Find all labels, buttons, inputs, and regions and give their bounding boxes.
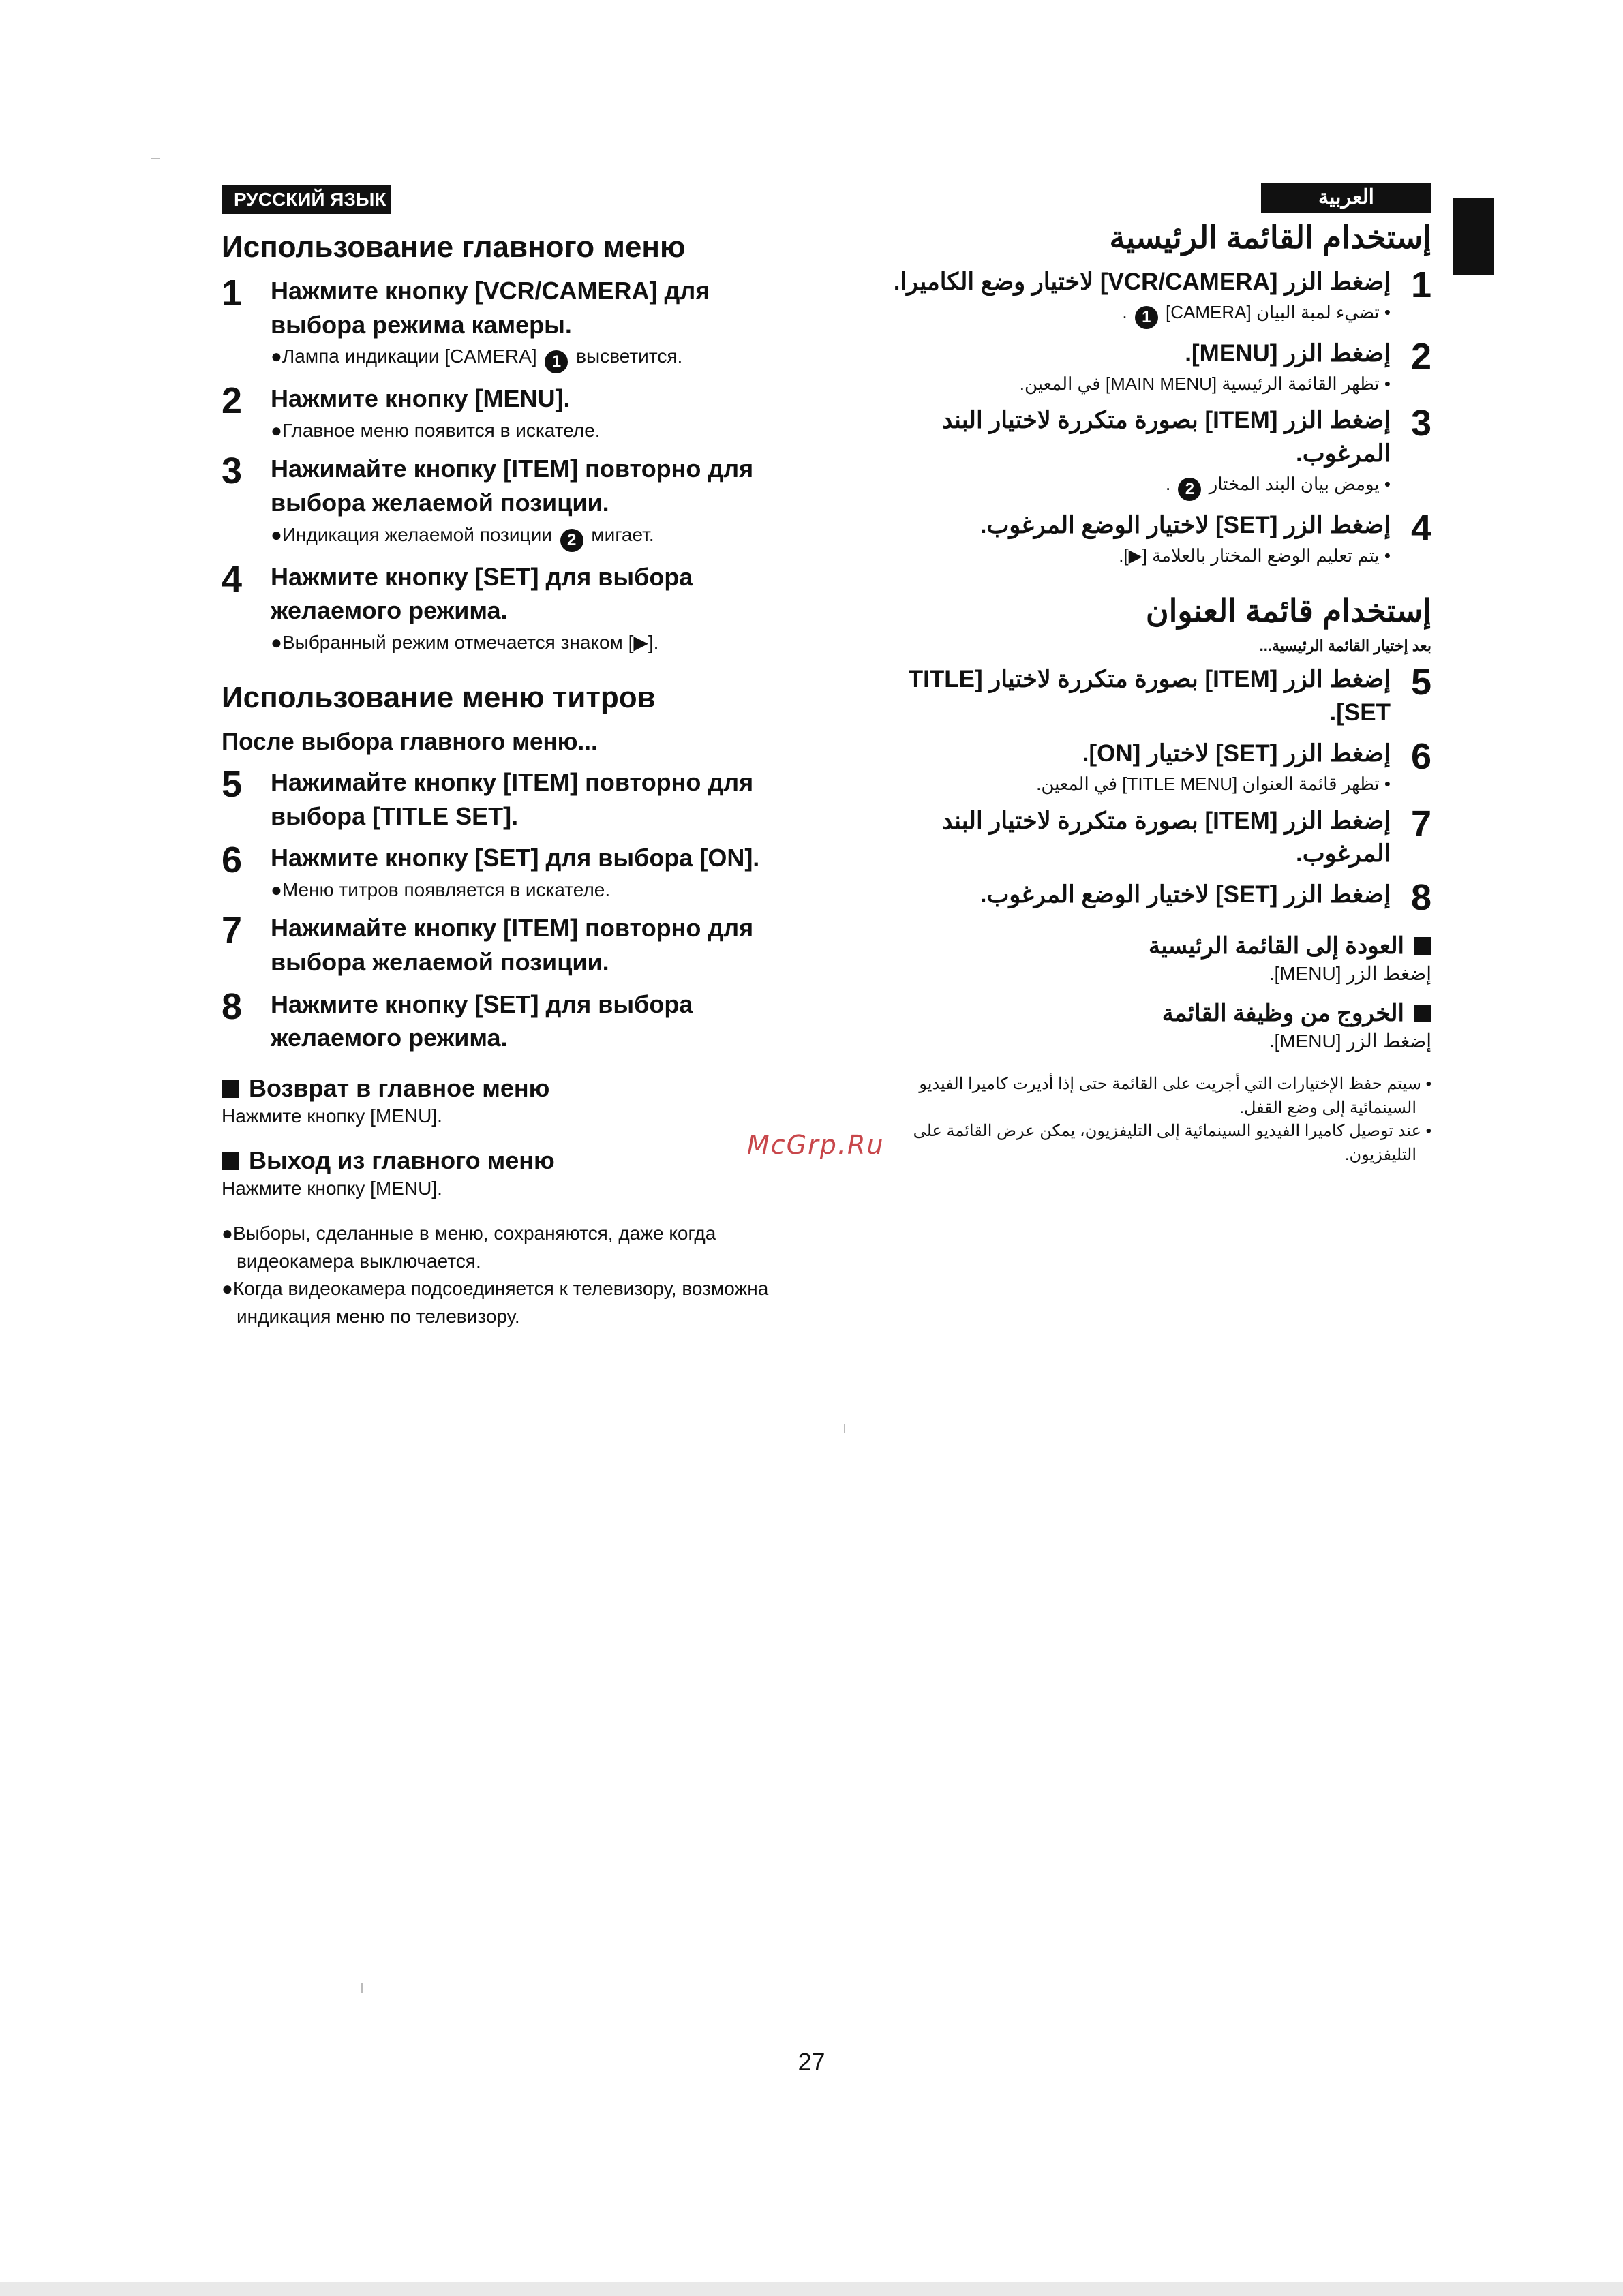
step-text: إضغط الزر [ITEM] بصورة متكررة لاختيار البند المرغوب. bbox=[941, 807, 1391, 867]
language-tag-arabic: العربية bbox=[1261, 183, 1431, 213]
step-note: ●Главное меню появится в искателе. bbox=[271, 420, 601, 442]
square-bullet-icon bbox=[222, 1080, 239, 1098]
step bbox=[222, 560, 787, 656]
step bbox=[886, 663, 1431, 729]
footnote: ●Выборы, сделанные в меню, сохраняются, даже когда видеокамера выключается. bbox=[222, 1222, 716, 1272]
step-number: 3 bbox=[222, 450, 243, 492]
margin-tick bbox=[361, 1983, 363, 1993]
marker-1-icon: 1 bbox=[545, 350, 568, 373]
step-number: 1 bbox=[1410, 264, 1431, 305]
step bbox=[886, 509, 1431, 568]
watermark: McGrp.Ru bbox=[747, 1130, 885, 1160]
step-note: ●Лампа индикации [CAMERA] 1 высветится. bbox=[271, 343, 787, 373]
subheading-return: Возврат в главное меню bbox=[222, 1074, 787, 1103]
step-text: Нажмите кнопку [SET] для выбора желаемого режима. bbox=[271, 562, 693, 625]
step-number: 6 bbox=[1410, 735, 1431, 777]
step-note: ●Индикация желаемой позиции 2 мигает. bbox=[271, 521, 787, 552]
step bbox=[886, 337, 1431, 397]
footnote: ●Когда видеокамера подсоединяется к телевизору, возможна индикация меню по телевизору. bbox=[222, 1278, 769, 1327]
step-number: 8 bbox=[222, 985, 243, 1027]
step-number: 1 bbox=[222, 273, 243, 313]
step-number: 7 bbox=[222, 910, 243, 951]
step-number: 7 bbox=[1410, 803, 1431, 844]
step bbox=[222, 274, 787, 373]
step-text: إضغط الزر [SET] لاختيار [ON]. bbox=[1082, 739, 1391, 767]
language-tag-russian: РУССКИЙ ЯЗЫК bbox=[222, 185, 391, 214]
step bbox=[222, 765, 787, 833]
step-text: إضغط الزر [MENU]. bbox=[1185, 339, 1391, 367]
step-text: Нажмите кнопку [SET] для выбора [ON]. bbox=[271, 844, 760, 872]
step-note: • تظهر قائمة العنوان [TITLE MENU] في المعين. bbox=[1036, 774, 1391, 795]
subheading-exit: Выход из главного меню bbox=[222, 1146, 787, 1175]
scan-edge bbox=[0, 2282, 1623, 2296]
subheading-return: العودة إلى القائمة الرئيسية bbox=[886, 932, 1431, 960]
step-text: إضغط الزر [ITEM] بصورة متكررة لاختيار البند المرغوب. bbox=[941, 407, 1391, 467]
square-bullet-icon bbox=[1414, 1005, 1431, 1022]
step bbox=[886, 737, 1431, 797]
step-note: ●Выбранный режим отмечается знаком [▶]. bbox=[271, 631, 659, 653]
marker-1-icon: 1 bbox=[1135, 306, 1158, 329]
step-text: إضغط الزر [SET] لاختيار الوضع المرغوب. bbox=[980, 881, 1391, 908]
step-text: Нажмите кнопку [SET] для выбора желаемого режима. bbox=[271, 990, 693, 1052]
step-number: 4 bbox=[1410, 508, 1431, 549]
step-text: إضغط الزر [VCR/CAMERA] لاختيار وضع الكاميرا. bbox=[893, 268, 1391, 295]
subheading-note: Нажмите кнопку [MENU]. bbox=[222, 1105, 442, 1127]
step-number: 8 bbox=[1410, 877, 1431, 919]
step-text: إضغط الزر [SET] لاختيار الوضع المرغوب. bbox=[980, 512, 1391, 539]
section-title: إستخدام القائمة الرئيسية bbox=[1109, 219, 1431, 255]
step-note: • يتم تعليم الوضع المختار بالعلامة [▶]. bbox=[1119, 545, 1391, 566]
footnote: • سيتم حفظ الإختيارات التي أجريت على القائمة حتى إذا أديرت كاميرا الفيديو السينمائية إلى وضع القفل. bbox=[919, 1074, 1431, 1117]
footnotes bbox=[886, 1073, 1431, 1167]
step-note: • تظهر القائمة الرئيسية [MAIN MENU] في المعين. bbox=[1019, 373, 1391, 395]
step-note: • يومض بيان البند المختار 2 . bbox=[886, 472, 1391, 501]
step-note: ●Меню титров появляется в искателе. bbox=[271, 879, 611, 901]
footnote: • عند توصيل كاميرا الفيديو السينمائية إلى التليفزيون، يمكن عرض القائمة على التليفزيون. bbox=[913, 1122, 1431, 1165]
step bbox=[222, 452, 787, 551]
step-text: Нажимайте кнопку [ITEM] повторно для выбора [TITLE SET]. bbox=[271, 768, 754, 830]
square-bullet-icon bbox=[1414, 937, 1431, 955]
page-number: 27 bbox=[798, 2048, 825, 2076]
step-text: Нажимайте кнопку [ITEM] повторно для выбора желаемой позиции. bbox=[271, 455, 754, 517]
step bbox=[222, 841, 787, 903]
step bbox=[886, 404, 1431, 501]
section-title: Использование меню титров bbox=[222, 681, 656, 715]
step-number: 5 bbox=[222, 764, 243, 806]
step bbox=[222, 911, 787, 979]
margin-tick bbox=[151, 158, 160, 159]
step-text: إضغط الزر [ITEM] بصورة متكررة لاختيار [TITLE SET]. bbox=[908, 666, 1391, 726]
step-number: 5 bbox=[1410, 662, 1431, 703]
footnotes bbox=[222, 1220, 787, 1330]
step-text: Нажмите кнопку [MENU]. bbox=[271, 384, 571, 413]
arabic-column bbox=[886, 218, 1431, 1167]
step-text: Нажимайте кнопку [ITEM] повторно для выбора желаемой позиции. bbox=[271, 914, 754, 976]
section-subtitle: После выбора главного меню... bbox=[222, 729, 598, 756]
subheading-exit: الخروج من وظيفة القائمة bbox=[886, 1000, 1431, 1027]
page-edge-tab bbox=[1453, 198, 1494, 275]
step bbox=[886, 878, 1431, 917]
step-number: 6 bbox=[222, 840, 243, 881]
step-number: 3 bbox=[1410, 403, 1431, 444]
step-number: 4 bbox=[222, 558, 243, 600]
section-title: Использование главного меню bbox=[222, 230, 686, 264]
step-number: 2 bbox=[222, 380, 243, 422]
section-title: إستخدام قائمة العنوان bbox=[1145, 592, 1431, 628]
subheading-note: إضغط الزر [MENU]. bbox=[1269, 962, 1431, 984]
step-note: • تضيء لمبة البيان [CAMERA] 1 . bbox=[886, 300, 1391, 329]
step bbox=[222, 985, 787, 1055]
subheading-note: Нажмите кнопку [MENU]. bbox=[222, 1177, 442, 1199]
step-text: Нажмите кнопку [VCR/CAMERA] для выбора режима камеры. bbox=[271, 277, 710, 339]
marker-2-icon: 2 bbox=[1178, 478, 1201, 501]
russian-column bbox=[222, 228, 787, 1330]
step bbox=[886, 266, 1431, 329]
step-number: 2 bbox=[1410, 335, 1431, 377]
step bbox=[886, 805, 1431, 871]
section-subtitle: بعد إختيار القائمة الرئيسية... bbox=[1259, 637, 1431, 655]
subheading-note: إضغط الزر [MENU]. bbox=[1269, 1030, 1431, 1052]
step bbox=[222, 382, 787, 444]
margin-tick bbox=[844, 1424, 845, 1433]
marker-2-icon: 2 bbox=[560, 529, 583, 552]
square-bullet-icon bbox=[222, 1152, 239, 1170]
